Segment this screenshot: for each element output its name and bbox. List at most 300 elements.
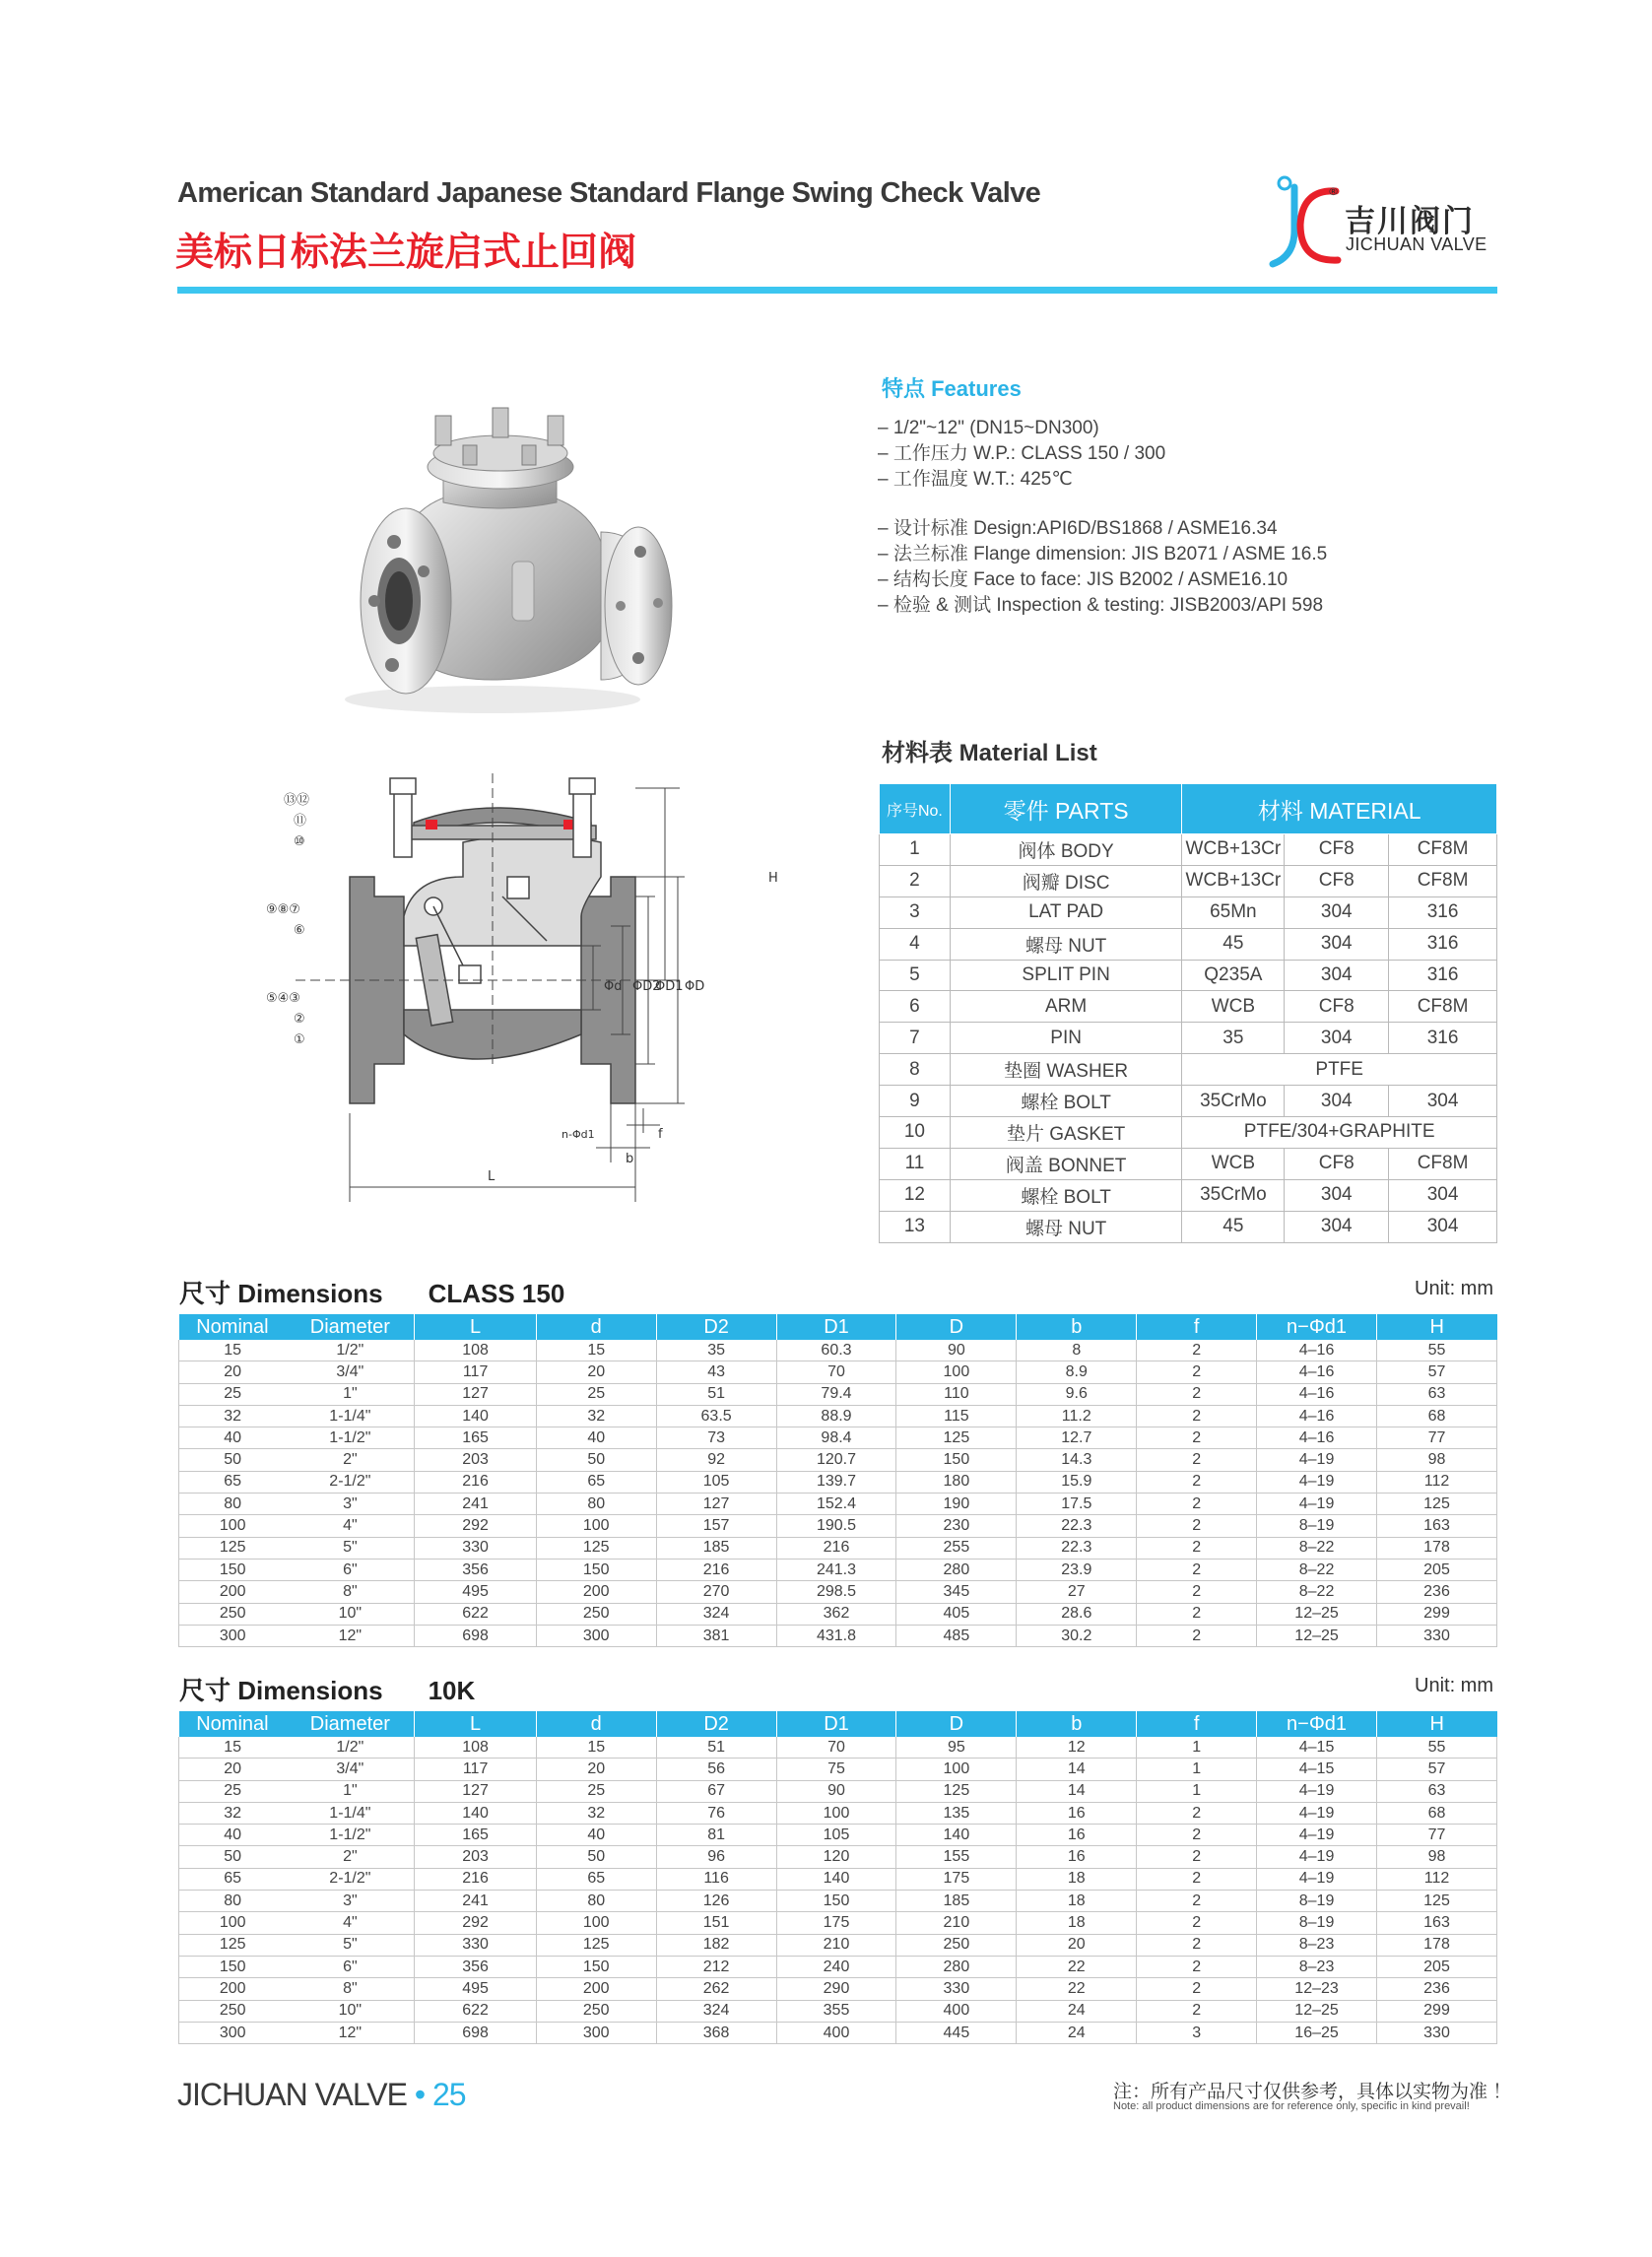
material-cell: WCB xyxy=(1182,1148,1285,1179)
table-cell: 210 xyxy=(776,1934,896,1956)
table-row xyxy=(179,1825,1497,1846)
table-cell: 22.3 xyxy=(1017,1537,1137,1559)
dims-header-cell: n−Φd1 xyxy=(1257,1314,1377,1340)
table-cell: 150 xyxy=(896,1449,1017,1471)
material-cell: 304 xyxy=(1285,1023,1389,1054)
table-cell: 14 xyxy=(1017,1780,1137,1802)
table-cell: 127 xyxy=(415,1780,536,1802)
table-cell: 622 xyxy=(415,1603,536,1625)
table-cell: 14 xyxy=(1017,1759,1137,1780)
feature-item: – 设计标准 Design:API6D/BS1868 / ASME16.34 xyxy=(878,518,1278,539)
table-cell: 139.7 xyxy=(776,1471,896,1493)
table-cell: 324 xyxy=(656,1603,776,1625)
table-row xyxy=(179,1780,1497,1802)
table-cell: 4–16 xyxy=(1257,1427,1377,1449)
table-cell: 4–19 xyxy=(1257,1868,1377,1890)
table-row xyxy=(179,1625,1497,1646)
table-cell: 2 xyxy=(1137,1559,1257,1580)
table-row xyxy=(179,1759,1497,1780)
dims-header-cell: b xyxy=(1017,1711,1137,1737)
table-cell: 2" xyxy=(286,1846,415,1868)
table-cell: 8–19 xyxy=(1257,1912,1377,1934)
material-cell: CF8M xyxy=(1389,991,1497,1023)
table-cell: 100 xyxy=(536,1912,656,1934)
table-cell: 330 xyxy=(415,1537,536,1559)
table-cell: 200 xyxy=(179,1581,287,1603)
table-cell: 495 xyxy=(415,1581,536,1603)
dims-header-cell: D2 xyxy=(656,1314,776,1340)
table-cell: 150 xyxy=(536,1956,656,1977)
material-cell: 13 xyxy=(880,1211,951,1242)
dims-150-table xyxy=(178,1314,1497,1647)
table-cell: 150 xyxy=(536,1559,656,1580)
callout-9-8-7: ⑨⑧⑦ xyxy=(266,902,300,917)
table-cell: 298.5 xyxy=(776,1581,896,1603)
table-cell: 216 xyxy=(415,1471,536,1493)
table-cell: 96 xyxy=(656,1846,776,1868)
material-cell: 304 xyxy=(1285,960,1389,991)
table-cell: 356 xyxy=(415,1956,536,1977)
table-cell: 51 xyxy=(656,1383,776,1405)
table-cell: 299 xyxy=(1377,2000,1497,2022)
table-cell: 8 xyxy=(1017,1340,1137,1361)
table-row xyxy=(179,1471,1497,1493)
table-cell: 110 xyxy=(896,1383,1017,1405)
dims-header-cell: d xyxy=(536,1314,656,1340)
table-row xyxy=(179,1361,1497,1383)
material-cell: LAT PAD xyxy=(950,896,1182,928)
table-cell: 27 xyxy=(1017,1581,1137,1603)
table-cell: 250 xyxy=(536,1603,656,1625)
table-cell: 65 xyxy=(179,1868,287,1890)
material-cell: 10 xyxy=(880,1117,951,1149)
material-cell: 12 xyxy=(880,1179,951,1211)
table-cell: 125 xyxy=(179,1537,287,1559)
table-row xyxy=(179,1846,1497,1868)
table-cell: 35 xyxy=(656,1340,776,1361)
material-cell: 316 xyxy=(1389,960,1497,991)
table-row xyxy=(179,1515,1497,1537)
table-cell: 80 xyxy=(536,1891,656,1912)
dims-header-cell: D xyxy=(896,1711,1017,1737)
title-en: American Standard Japanese Standard Flange Swing Check Valve xyxy=(177,177,1041,209)
dim-label-d1: ΦD1 xyxy=(655,979,684,994)
table-cell: 4–19 xyxy=(1257,1825,1377,1846)
table-row xyxy=(179,1802,1497,1824)
table-cell: 98 xyxy=(1377,1846,1497,1868)
dims-header-cell: D2 xyxy=(656,1711,776,1737)
table-cell: 125 xyxy=(536,1537,656,1559)
dim-label-d: Φd xyxy=(604,979,623,994)
table-row xyxy=(179,2000,1497,2022)
table-cell: 622 xyxy=(415,2000,536,2022)
table-cell: 205 xyxy=(1377,1559,1497,1580)
table-row xyxy=(179,1934,1497,1956)
table-cell: 163 xyxy=(1377,1515,1497,1537)
table-cell: 5" xyxy=(286,1537,415,1559)
valve-section-drawing xyxy=(266,768,827,1202)
table-cell: 23.9 xyxy=(1017,1559,1137,1580)
table-cell: 125 xyxy=(536,1934,656,1956)
table-cell: 40 xyxy=(179,1825,287,1846)
table-cell: 9.6 xyxy=(1017,1383,1137,1405)
table-cell: 1" xyxy=(286,1383,415,1405)
table-cell: 2" xyxy=(286,1449,415,1471)
table-cell: 200 xyxy=(179,1978,287,2000)
material-cell: 304 xyxy=(1285,1086,1389,1117)
material-row xyxy=(880,896,1497,928)
table-cell: 300 xyxy=(179,2022,287,2043)
table-cell: 165 xyxy=(415,1825,536,1846)
table-cell: 241 xyxy=(415,1891,536,1912)
table-cell: 330 xyxy=(1377,2022,1497,2043)
table-cell: 241 xyxy=(415,1494,536,1515)
material-cell: CF8M xyxy=(1389,834,1497,866)
table-cell: 4–19 xyxy=(1257,1780,1377,1802)
valve-product-image xyxy=(325,394,690,719)
table-cell: 12–25 xyxy=(1257,1625,1377,1646)
material-cell: 65Mn xyxy=(1182,896,1285,928)
table-cell: 65 xyxy=(536,1868,656,1890)
dim-label-bigd: ΦD xyxy=(685,979,705,994)
table-cell: 485 xyxy=(896,1625,1017,1646)
table-cell: 70 xyxy=(776,1361,896,1383)
table-cell: 255 xyxy=(896,1537,1017,1559)
dims-header-cell: b xyxy=(1017,1314,1137,1340)
dim-label-d2: ΦD2 xyxy=(632,979,661,994)
table-cell: 178 xyxy=(1377,1537,1497,1559)
material-cell: 7 xyxy=(880,1023,951,1054)
table-cell: 4–16 xyxy=(1257,1405,1377,1427)
table-cell: 400 xyxy=(776,2022,896,2043)
table-cell: 290 xyxy=(776,1978,896,2000)
logo-text-en: JICHUAN VALVE xyxy=(1346,234,1487,254)
table-cell: 368 xyxy=(656,2022,776,2043)
table-cell: 445 xyxy=(896,2022,1017,2043)
table-cell: 4–19 xyxy=(1257,1802,1377,1824)
dims-header-cell: n−Φd1 xyxy=(1257,1711,1377,1737)
material-row xyxy=(880,1086,1497,1117)
table-cell: 125 xyxy=(1377,1494,1497,1515)
table-cell: 90 xyxy=(776,1780,896,1802)
table-cell: 30.2 xyxy=(1017,1625,1137,1646)
dim-label-l: L xyxy=(488,1169,496,1184)
table-row xyxy=(179,1868,1497,1890)
feature-item: – 工作温度 W.T.: 425℃ xyxy=(878,469,1073,490)
table-cell: 32 xyxy=(536,1802,656,1824)
table-cell: 150 xyxy=(179,1956,287,1977)
table-cell: 356 xyxy=(415,1559,536,1580)
material-heading: 材料表 Material List xyxy=(882,740,1097,766)
table-cell: 18 xyxy=(1017,1912,1137,1934)
table-cell: 216 xyxy=(656,1559,776,1580)
table-cell: 262 xyxy=(656,1978,776,2000)
table-cell: 212 xyxy=(656,1956,776,1977)
dims-header-cell: D1 xyxy=(776,1711,896,1737)
table-cell: 151 xyxy=(656,1912,776,1934)
table-cell: 152.4 xyxy=(776,1494,896,1515)
table-cell: 140 xyxy=(776,1868,896,1890)
table-cell: 2-1/2" xyxy=(286,1471,415,1493)
jichuan-logo-icon xyxy=(1259,169,1344,278)
table-row xyxy=(179,1427,1497,1449)
table-row xyxy=(179,1956,1497,1977)
table-cell: 270 xyxy=(656,1581,776,1603)
table-cell: 15 xyxy=(536,1737,656,1759)
material-cell: 45 xyxy=(1182,928,1285,960)
table-cell: 95 xyxy=(896,1737,1017,1759)
table-cell: 24 xyxy=(1017,2000,1137,2022)
table-cell: 100 xyxy=(896,1361,1017,1383)
table-cell: 381 xyxy=(656,1625,776,1646)
material-cell: 35CrMo xyxy=(1182,1086,1285,1117)
dims-150-class: CLASS 150 xyxy=(428,1279,565,1308)
table-cell: 11.2 xyxy=(1017,1405,1137,1427)
table-cell: 180 xyxy=(896,1471,1017,1493)
col-material: 材料 MATERIAL xyxy=(1182,784,1497,834)
material-cell: PTFE xyxy=(1182,1054,1497,1086)
table-cell: 292 xyxy=(415,1515,536,1537)
table-cell: 105 xyxy=(776,1825,896,1846)
table-cell: 280 xyxy=(896,1559,1017,1580)
table-cell: 3" xyxy=(286,1494,415,1515)
material-cell: WCB xyxy=(1182,991,1285,1023)
table-cell: 8–23 xyxy=(1257,1956,1377,1977)
table-cell: 75 xyxy=(776,1759,896,1780)
table-cell: 2 xyxy=(1137,1956,1257,1977)
table-cell: 2 xyxy=(1137,1868,1257,1890)
table-cell: 12–25 xyxy=(1257,1603,1377,1625)
table-cell: 140 xyxy=(896,1825,1017,1846)
table-cell: 203 xyxy=(415,1846,536,1868)
material-cell: CF8 xyxy=(1285,991,1389,1023)
dims-10k-class: 10K xyxy=(428,1676,476,1705)
table-cell: 22 xyxy=(1017,1978,1137,2000)
table-cell: 4–16 xyxy=(1257,1361,1377,1383)
material-cell: 304 xyxy=(1389,1179,1497,1211)
table-cell: 8–22 xyxy=(1257,1537,1377,1559)
table-cell: 50 xyxy=(179,1846,287,1868)
table-cell: 68 xyxy=(1377,1405,1497,1427)
table-cell: 6" xyxy=(286,1559,415,1580)
table-cell: 400 xyxy=(896,2000,1017,2022)
material-cell: PIN xyxy=(950,1023,1182,1054)
feature-item: – 结构长度 Face to face: JIS B2002 / ASME16.10 xyxy=(878,569,1289,590)
table-cell: 330 xyxy=(415,1934,536,1956)
material-row xyxy=(880,1179,1497,1211)
table-cell: 77 xyxy=(1377,1427,1497,1449)
table-cell: 698 xyxy=(415,1625,536,1646)
table-cell: 50 xyxy=(179,1449,287,1471)
table-cell: 698 xyxy=(415,2022,536,2043)
table-cell: 2 xyxy=(1137,1449,1257,1471)
feature-item: – 检验 & 测试 Inspection & testing: JISB2003/API 598 xyxy=(878,595,1324,616)
table-cell: 4–16 xyxy=(1257,1383,1377,1405)
table-cell: 63 xyxy=(1377,1383,1497,1405)
table-cell: 1-1/4" xyxy=(286,1802,415,1824)
table-cell: 250 xyxy=(536,2000,656,2022)
material-cell: CF8 xyxy=(1285,1148,1389,1179)
material-cell: PTFE/304+GRAPHITE xyxy=(1182,1117,1497,1149)
material-cell: 304 xyxy=(1285,928,1389,960)
table-cell: 2 xyxy=(1137,1846,1257,1868)
table-cell: 65 xyxy=(179,1471,287,1493)
table-cell: 8.9 xyxy=(1017,1361,1137,1383)
table-cell: 76 xyxy=(656,1802,776,1824)
table-cell: 112 xyxy=(1377,1868,1497,1890)
table-cell: 4–15 xyxy=(1257,1759,1377,1780)
material-cell: WCB+13Cr xyxy=(1182,834,1285,866)
material-row xyxy=(880,834,1497,866)
material-table xyxy=(879,783,1497,1243)
table-cell: 4–16 xyxy=(1257,1340,1377,1361)
table-cell: 80 xyxy=(179,1891,287,1912)
dims-header-cell: H xyxy=(1377,1314,1497,1340)
table-cell: 250 xyxy=(179,1603,287,1625)
material-row xyxy=(880,1117,1497,1149)
feature-item: – 1/2"~12" (DN15~DN300) xyxy=(878,418,1099,438)
callout-2: ② xyxy=(294,1012,305,1027)
dims-header-cell: Diameter xyxy=(286,1314,415,1340)
dims-header-cell: Nominal xyxy=(179,1314,287,1340)
table-cell: 16 xyxy=(1017,1825,1137,1846)
table-cell: 22.3 xyxy=(1017,1515,1137,1537)
material-cell: SPLIT PIN xyxy=(950,960,1182,991)
table-cell: 40 xyxy=(536,1825,656,1846)
material-cell: 304 xyxy=(1285,896,1389,928)
logo-text-cn: 吉川阀门 xyxy=(1345,204,1475,238)
material-cell: 阀瓣 DISC xyxy=(950,865,1182,896)
table-cell: 362 xyxy=(776,1603,896,1625)
material-cell: 2 xyxy=(880,865,951,896)
features-list xyxy=(878,416,1327,619)
table-cell: 2 xyxy=(1137,1934,1257,1956)
table-cell: 150 xyxy=(776,1891,896,1912)
table-cell: 15 xyxy=(179,1737,287,1759)
table-cell: 175 xyxy=(896,1868,1017,1890)
table-cell: 12 xyxy=(1017,1737,1137,1759)
table-cell: 50 xyxy=(536,1846,656,1868)
table-cell: 20 xyxy=(536,1361,656,1383)
table-cell: 175 xyxy=(776,1912,896,1934)
table-cell: 16 xyxy=(1017,1802,1137,1824)
table-cell: 125 xyxy=(1377,1891,1497,1912)
table-cell: 25 xyxy=(179,1383,287,1405)
dims-10k-unit: Unit: mm xyxy=(1415,1675,1493,1696)
table-cell: 12.7 xyxy=(1017,1427,1137,1449)
material-cell: 螺栓 BOLT xyxy=(950,1086,1182,1117)
dims-header-cell: d xyxy=(536,1711,656,1737)
material-cell: 304 xyxy=(1389,1211,1497,1242)
table-row xyxy=(179,1891,1497,1912)
table-row xyxy=(179,1537,1497,1559)
table-cell: 100 xyxy=(896,1759,1017,1780)
table-cell: 20 xyxy=(179,1759,287,1780)
dim-label-f: f xyxy=(658,1127,663,1142)
material-cell: 螺栓 BOLT xyxy=(950,1179,1182,1211)
table-cell: 8–19 xyxy=(1257,1515,1377,1537)
table-cell: 3/4" xyxy=(286,1361,415,1383)
table-cell: 63 xyxy=(1377,1780,1497,1802)
material-row xyxy=(880,960,1497,991)
table-row xyxy=(179,1340,1497,1361)
table-cell: 300 xyxy=(179,1625,287,1646)
table-cell: 70 xyxy=(776,1737,896,1759)
table-cell: 80 xyxy=(179,1494,287,1515)
table-cell: 32 xyxy=(179,1405,287,1427)
page-number: 25 xyxy=(431,2077,466,2112)
table-cell: 126 xyxy=(656,1891,776,1912)
material-cell: 1 xyxy=(880,834,951,866)
table-cell: 1" xyxy=(286,1780,415,1802)
dims-header-cell: D xyxy=(896,1314,1017,1340)
table-cell: 105 xyxy=(656,1471,776,1493)
material-cell: 4 xyxy=(880,928,951,960)
table-cell: 8–23 xyxy=(1257,1934,1377,1956)
title-cn: 美标日标法兰旋启式止回阀 xyxy=(175,232,637,274)
material-cell: 5 xyxy=(880,960,951,991)
table-cell: 216 xyxy=(415,1868,536,1890)
material-row xyxy=(880,928,1497,960)
table-cell: 12–23 xyxy=(1257,1978,1377,2000)
table-cell: 4–19 xyxy=(1257,1471,1377,1493)
dims-150-unit: Unit: mm xyxy=(1415,1278,1493,1299)
footer-dot: • xyxy=(414,2077,426,2112)
table-cell: 12" xyxy=(286,2022,415,2043)
table-cell: 185 xyxy=(896,1891,1017,1912)
table-cell: 240 xyxy=(776,1956,896,1977)
material-cell: WCB+13Cr xyxy=(1182,865,1285,896)
dims-header-cell: L xyxy=(415,1711,536,1737)
table-cell: 32 xyxy=(179,1802,287,1824)
material-cell: 螺母 NUT xyxy=(950,928,1182,960)
table-cell: 80 xyxy=(536,1494,656,1515)
table-cell: 57 xyxy=(1377,1361,1497,1383)
table-cell: 81 xyxy=(656,1825,776,1846)
table-cell: 15 xyxy=(536,1340,656,1361)
table-cell: 178 xyxy=(1377,1934,1497,1956)
table-cell: 12–25 xyxy=(1257,2000,1377,2022)
table-cell: 431.8 xyxy=(776,1625,896,1646)
table-cell: 15 xyxy=(179,1340,287,1361)
table-cell: 18 xyxy=(1017,1868,1137,1890)
table-cell: 15.9 xyxy=(1017,1471,1137,1493)
table-row xyxy=(179,1383,1497,1405)
dims-10k-heading xyxy=(179,1671,475,1707)
table-cell: 157 xyxy=(656,1515,776,1537)
table-cell: 98 xyxy=(1377,1449,1497,1471)
material-cell: 螺母 NUT xyxy=(950,1211,1182,1242)
table-cell: 14.3 xyxy=(1017,1449,1137,1471)
table-cell: 2 xyxy=(1137,1515,1257,1537)
table-cell: 4" xyxy=(286,1912,415,1934)
table-cell: 17.5 xyxy=(1017,1494,1137,1515)
dims-header-cell: f xyxy=(1137,1711,1257,1737)
table-row xyxy=(179,1494,1497,1515)
table-row xyxy=(179,1912,1497,1934)
brand-logo xyxy=(1259,169,1505,278)
table-cell: 165 xyxy=(415,1427,536,1449)
table-cell: 60.3 xyxy=(776,1340,896,1361)
material-row xyxy=(880,1148,1497,1179)
table-cell: 55 xyxy=(1377,1737,1497,1759)
table-cell: 4" xyxy=(286,1515,415,1537)
table-cell: 100 xyxy=(776,1802,896,1824)
table-cell: 12" xyxy=(286,1625,415,1646)
table-cell: 155 xyxy=(896,1846,1017,1868)
table-cell: 1-1/4" xyxy=(286,1405,415,1427)
svg-text:®: ® xyxy=(1328,185,1339,198)
